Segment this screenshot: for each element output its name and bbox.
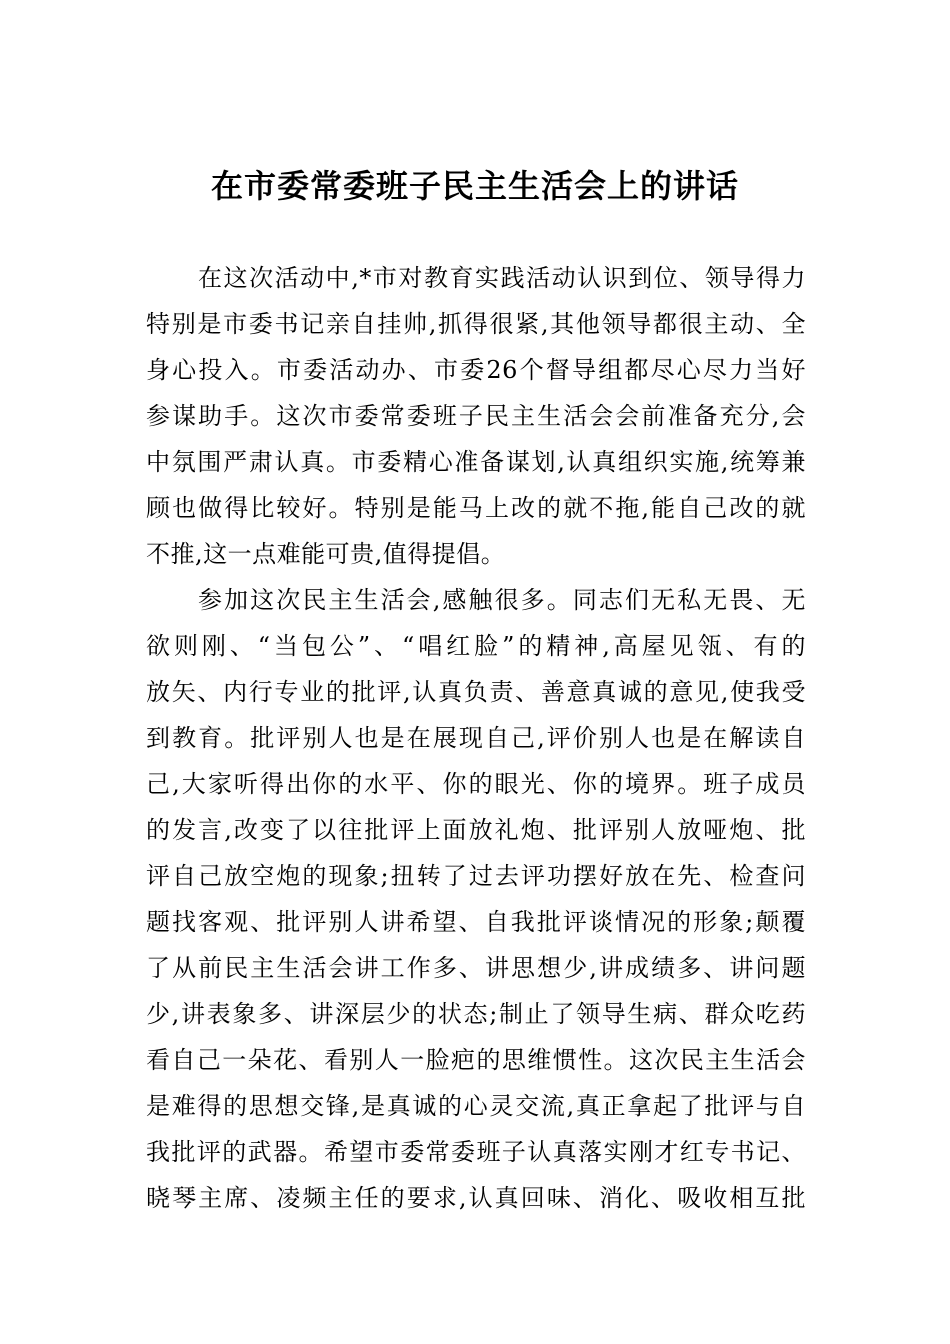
paragraph-2: [146, 577, 806, 1221]
text-line: 看自己一朵花、看别人一脸疤的思维惯性。这次民主生活会: [146, 1046, 806, 1074]
text-line: 特别是市委书记亲自挂帅,抓得很紧,其他领导都很主动、全: [146, 310, 806, 338]
text-line: 在这次活动中,*市对教育实践活动认识到位、领导得力: [198, 264, 806, 292]
text-line: 我批评的武器。希望市委常委班子认真落实刚才红专书记、: [146, 1138, 806, 1166]
document-body: [146, 255, 806, 1221]
text-line: 中氛围严肃认真。市委精心准备谋划,认真组织实施,统筹兼: [146, 448, 806, 476]
text-line: 顾也做得比较好。特别是能马上改的就不拖,能自己改的就: [146, 494, 806, 522]
text-line: 是难得的思想交锋,是真诚的心灵交流,真正拿起了批评与自: [146, 1092, 806, 1120]
text-line: 的发言,改变了以往批评上面放礼炮、批评别人放哑炮、批: [146, 816, 806, 844]
text-line: 到教育。批评别人也是在展现自己,评价别人也是在解读自: [146, 724, 806, 752]
text-line: 参谋助手。这次市委常委班子民主生活会会前准备充分,会: [146, 402, 806, 430]
text-line: 己,大家听得出你的水平、你的眼光、你的境界。班子成员: [146, 770, 806, 798]
text-line: 参加这次民主生活会,感触很多。同志们无私无畏、无: [198, 586, 806, 614]
document-title: 在市委常委班子民主生活会上的讲话: [210, 167, 739, 205]
paragraph-1: [146, 255, 806, 577]
text-line: 题找客观、批评别人讲希望、自我批评谈情况的形象;颠覆: [146, 908, 806, 936]
text-line: 少,讲表象多、讲深层少的状态;制止了领导生病、群众吃药: [146, 1000, 806, 1028]
text-line: 了从前民主生活会讲工作多、讲思想少,讲成绩多、讲问题: [146, 954, 806, 982]
text-line: 不推,这一点难能可贵,值得提倡。: [146, 540, 506, 568]
text-line: 身心投入。市委活动办、市委26个督导组都尽心尽力当好: [146, 356, 806, 384]
text-line: 评自己放空炮的现象;扭转了过去评功摆好放在先、检查问: [146, 862, 806, 890]
text-line: 放矢、内行专业的批评,认真负责、善意真诚的意见,使我受: [146, 678, 806, 706]
text-line: 欲则刚、“当包公”、“唱红脸”的精神,高屋见瓴、有的: [146, 632, 806, 660]
text-line: 晓琴主席、凌频主任的要求,认真回味、消化、吸收相互批: [146, 1184, 806, 1212]
